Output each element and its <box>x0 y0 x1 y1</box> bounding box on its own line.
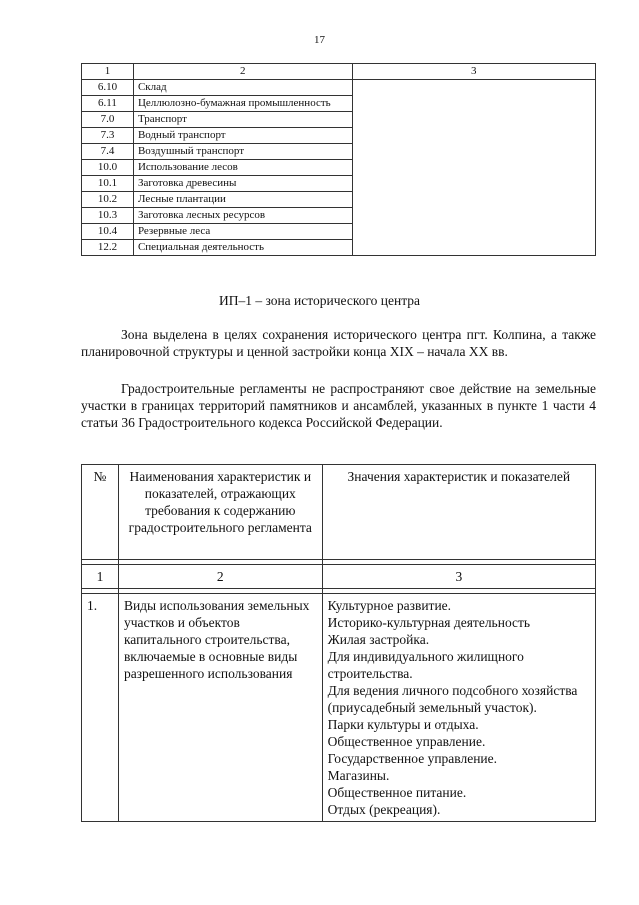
col-number-2: 2 <box>118 565 322 589</box>
zone-heading: ИП–1 – зона исторического центра <box>218 293 421 308</box>
zone-characteristics-table <box>81 464 596 822</box>
permitted-use-item: Магазины. <box>327 768 390 783</box>
land-use-code: 6.10 <box>82 80 134 96</box>
land-use-name: Резервные леса <box>133 224 352 240</box>
permitted-use-item: Историко-культурная деятельность <box>327 615 531 630</box>
row1-values <box>322 594 595 822</box>
permitted-use-item: Общественное управление. <box>327 734 486 749</box>
land-use-name: Склад <box>133 80 352 96</box>
permitted-use-item: Жилая застройка. <box>327 632 430 647</box>
permitted-use-item: Парки культуры и отдыха. <box>327 717 479 732</box>
permitted-use-item: Для индивидуального жилищного строительства. <box>327 649 524 681</box>
zone-description-paragraph: Зона выделена в целях сохранения исторического центра пгт. Колпина, а также планировочной структуры и ценной застройки конца XIX – начала XX вв. <box>81 327 596 359</box>
table1-col-3-header: 3 <box>352 64 595 80</box>
land-use-code: 7.0 <box>82 112 134 128</box>
land-use-name: Заготовка лесных ресурсов <box>133 208 352 224</box>
table1-col-1-header: 1 <box>82 64 134 80</box>
permitted-use-item: Отдых (рекреация). <box>327 802 441 817</box>
land-use-name: Использование лесов <box>133 160 352 176</box>
table1-col-2-header: 2 <box>133 64 352 80</box>
land-use-code: 7.4 <box>82 144 134 160</box>
land-use-name: Заготовка древесины <box>133 176 352 192</box>
land-use-name: Воздушный транспорт <box>133 144 352 160</box>
land-use-code: 12.2 <box>82 240 134 256</box>
land-use-codes-table <box>81 63 596 256</box>
permitted-use-item: Культурное развитие. <box>327 598 452 613</box>
land-use-code: 10.2 <box>82 192 134 208</box>
row1-name: Виды использования земельных участков и объектов капитального строительства, включаемые в основные виды разрешенного использования <box>118 594 322 822</box>
page-number: 17 <box>314 34 325 46</box>
table2-col-numbers-row <box>82 565 596 589</box>
land-use-code: 10.0 <box>82 160 134 176</box>
table1-col-3-cell <box>352 80 595 256</box>
table2-header-row <box>82 465 596 560</box>
land-use-code: 10.4 <box>82 224 134 240</box>
land-use-name: Целлюлозно-бумажная промышленность <box>133 96 352 112</box>
land-use-code: 10.1 <box>82 176 134 192</box>
land-use-code: 6.11 <box>82 96 134 112</box>
land-use-name: Транспорт <box>133 112 352 128</box>
col-number-3: 3 <box>322 565 595 589</box>
name-header: Наименования характеристик и показателей, отражающих требования к содержанию градостроительного регламента <box>118 465 322 560</box>
table1-header-row <box>82 64 596 80</box>
permitted-use-item: Государственное управление. <box>327 751 498 766</box>
row1-num: 1. <box>82 594 119 822</box>
col-number-1: 1 <box>82 565 119 589</box>
regulation-scope-paragraph: Градостроительные регламенты не распространяют свое действие на земельные участки в границах территорий памятников и ансамблей, указанных в пункте 1 части 4 статьи 36 Градостроительного кодекса Российской Федерации. <box>81 381 596 430</box>
land-use-name: Водный транспорт <box>133 128 352 144</box>
land-use-name: Специальная деятельность <box>133 240 352 256</box>
land-use-code: 10.3 <box>82 208 134 224</box>
table1-row <box>82 80 596 96</box>
land-use-name: Лесные плантации <box>133 192 352 208</box>
table2-row <box>82 594 596 822</box>
num-header: № <box>82 465 119 560</box>
land-use-code: 7.3 <box>82 128 134 144</box>
permitted-use-item: Для ведения личного подсобного хозяйства (приусадебный земельный участок). <box>327 683 578 715</box>
permitted-use-item: Общественное питание. <box>327 785 467 800</box>
values-header: Значения характеристик и показателей <box>322 465 595 560</box>
